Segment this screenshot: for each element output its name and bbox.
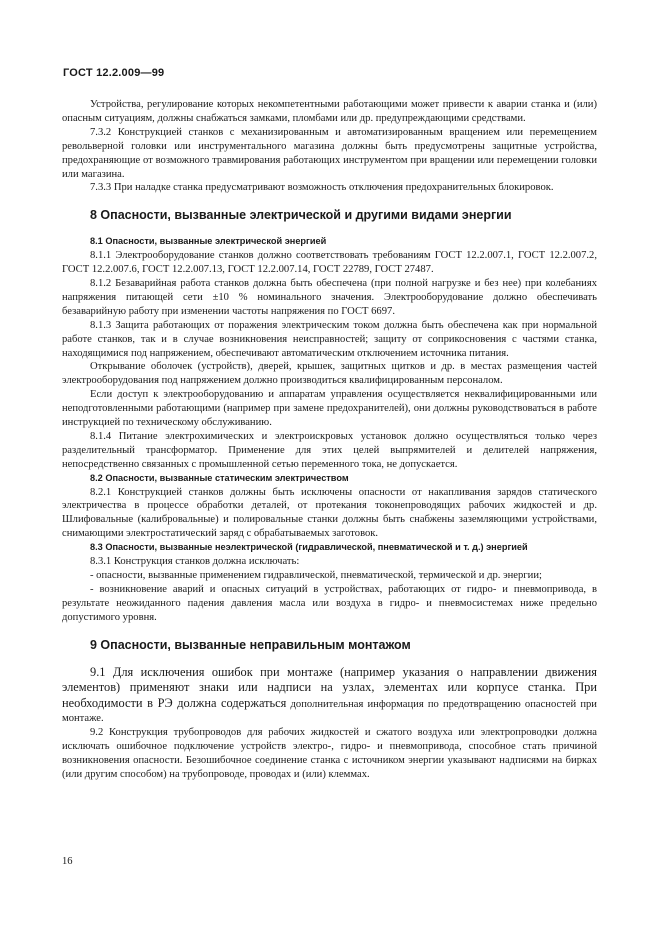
list-item: - опасности, вызванные применением гидравлической, пневматической, термической и др. энергии;	[90, 570, 542, 581]
paragraph: Если доступ к электрооборудованию и аппаратам управления осуществляется неквалифицированными или неподготовленными работающими (например при замене предохранителей), они должны руководствоваться в работе инструкцией по техническому обслуживанию.	[62, 389, 597, 429]
page-number: 16	[62, 856, 73, 867]
paragraph: 7.3.2 Конструкцией станков с механизированным и автоматизированным вращением или перемещением револьверной головки или инструментального магазина должны быть предусмотрены защитные устройства, предохраняющие от возможного травмирования работающих инструментом при вращении или перемещении головки или магазина.	[62, 126, 597, 180]
page-header: ГОСТ 12.2.009—99	[63, 67, 165, 79]
section-heading-8: 8 Опасности, вызванные электрической и другими видами энергии	[90, 208, 512, 223]
subsection-heading-8-3: 8.3 Опасности, вызванные неэлектрической (гидравлической, пневматической и т. д.) энергией	[90, 542, 528, 553]
paragraph: 8.1.2 Безаварийная работа станков должна быть обеспечена (при полной нагрузке и без нее) при колебаниях напряжения питающей сети ±10 % номинального значения. Электрооборудование должно обеспечивать безаварийную работу при изменении частоты напряжения по ГОСТ 6697.	[62, 277, 597, 317]
paragraph-text: дополнительная информация по предотвращению опасностей при монтаже.	[62, 699, 597, 725]
paragraph: 8.1.4 Питание электрохимических и электроискровых установок должно осуществляться только через разделительный трансформатор. Применение для этих целей выпрямителей и делителей напряжения, непосредственно связанных с промышленной сетью переменного тока, не допускается.	[62, 430, 597, 470]
paragraph: 9.2 Конструкция трубопроводов для рабочих жидкостей и сжатого воздуха или электропроводки должна исключать ошибочное подключение устройств электро-, гидро- и пневмопривода, способное стать причиной возникновения опасности. Безошибочное соединение станка с источником энергии указывают надписями на бирках (или другим способом) на трубопроводе, проводах и (или) клеммах.	[62, 727, 597, 780]
list-item: - возникновение аварий и опасных ситуаций в устройствах, работающих от гидро- и пневмопривода, в результате неожиданного падения давления масла или воздуха в гидро- и пневмосистемах ниже предельно допустимого уровня.	[62, 583, 597, 623]
paragraph: Устройства, регулирование которых некомпетентными работающими может привести к аварии станка и (или) опасным ситуациям, должны снабжаться замками, пломбами или др. предупреждающими средствами.	[62, 99, 597, 124]
document-body	[62, 98, 597, 782]
paragraph: 8.1.1 Электрооборудование станков должно соответствовать требованиям ГОСТ 12.2.007.1, ГОСТ 12.2.007.2, ГОСТ 12.2.007.6, ГОСТ 12.2.007.13, ГОСТ 12.2.007.14, ГОСТ 22789, ГОСТ 27487.	[62, 250, 597, 276]
paragraph-large-text: 9.1 Для исключения ошибок при монтаже (например указания о направлении движения элементов) применяют знаки или надписи на узлах, элементах или корпусе станка. При необходимости в РЭ должна содержаться	[62, 664, 597, 711]
paragraph: 7.3.3 При наладке станка предусматривают возможность отключения предохранительных блокировок.	[90, 182, 554, 194]
paragraph: 8.2.1 Конструкцией станков должны быть исключены опасности от накапливания зарядов статического электричества в процессе обработки деталей, от протекания токонепроводящих рабочих жидкостей и др. Шлифовальные (калибровальные) и полировальные станки должны быть снабжены заземляющими устройствами, снимающими электростатический заряд с обрабатываемых заготовок.	[62, 486, 597, 540]
subsection-heading-8-1: 8.1 Опасности, вызванные электрической энергией	[90, 236, 327, 247]
paragraph	[62, 665, 597, 727]
paragraph: 8.3.1 Конструкция станков должна исключать:	[90, 556, 300, 568]
paragraph: 8.1.3 Защита работающих от поражения электрическим током должна быть обеспечена как при нормальной работе станков, так и в случае возникновения неисправностей; защиту от соприкосновения с частями станка, находящимися под напряжением, обеспечивают автоматическим отключением источника питания.	[62, 319, 597, 359]
section-heading-9: 9 Опасности, вызванные неправильным монтажом	[90, 637, 411, 652]
subsection-heading-8-2: 8.2 Опасности, вызванные статическим электричеством	[90, 472, 349, 483]
paragraph: Открывание оболочек (устройств), дверей, крышек, защитных щитков и др. в местах размещения частей электрооборудования под напряжением должно производиться квалифицированным персоналом.	[62, 361, 597, 387]
